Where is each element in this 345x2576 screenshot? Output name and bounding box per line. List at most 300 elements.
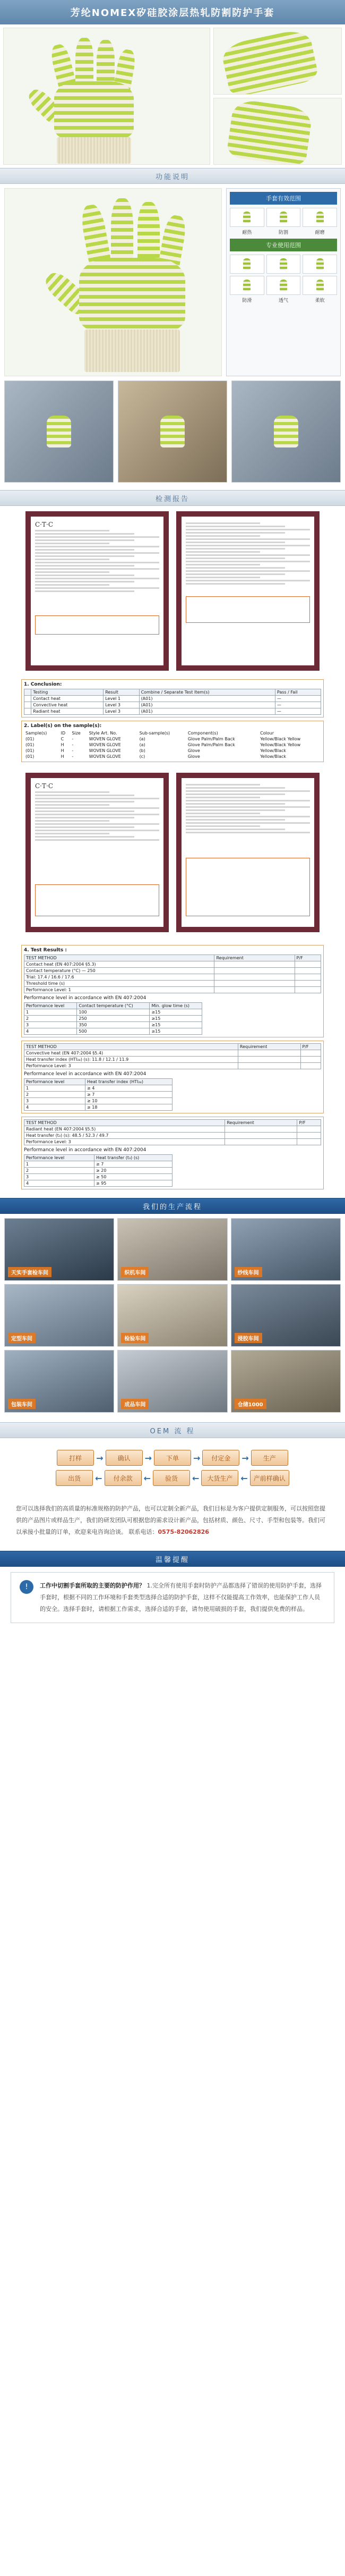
function-cell [303, 255, 337, 274]
production-photo [117, 1350, 227, 1413]
oem-step: 打样 [57, 1450, 94, 1466]
table-cell: (a) [139, 742, 145, 747]
hero-gallery [0, 24, 345, 168]
table-cell: (01) [25, 748, 34, 753]
table-header [24, 689, 31, 696]
production-photo [117, 1284, 227, 1347]
table-header: Performance level [24, 1079, 85, 1085]
table-header: Heat transfer (t₃) (s) [94, 1155, 172, 1161]
table-cell [297, 1126, 321, 1133]
production-photo [4, 1284, 114, 1347]
function-label: 防割 [278, 230, 288, 235]
table-row [24, 696, 321, 702]
table-cell: Threshold time (s) [24, 981, 214, 987]
table-header: Colour [260, 731, 274, 736]
function-cells [230, 208, 337, 227]
oem-step: 生产 [251, 1450, 288, 1466]
function-panel [226, 188, 341, 376]
glove-icon [243, 280, 251, 291]
table-header: Result [104, 689, 139, 696]
labels-caption: 2. Label(s) on the sample(s): [24, 723, 102, 729]
production-photo [117, 1218, 227, 1281]
report-docs-1 [0, 506, 345, 676]
table-cell: Performance Level: 3 [24, 1139, 225, 1145]
table-cell: Level 1 [104, 696, 139, 702]
trial-value: 52.3 [85, 1133, 95, 1138]
table-cell: Heat transfer (t₃) (s): 48.5 / 52.3 / 49.7 [24, 1133, 225, 1139]
table-header: TEST METHOD [24, 1120, 225, 1126]
production-photo [231, 1284, 341, 1347]
page-title: 芳纶NOMEX矽硅胶涂层热轧防割防护手套 [70, 7, 275, 19]
table-cell [214, 987, 295, 993]
function-cell [230, 255, 264, 274]
table-row [24, 1174, 172, 1180]
perf-value: 3 [68, 1139, 71, 1144]
table-cell: 350 [77, 1022, 150, 1028]
glove-cuff [84, 330, 180, 372]
table-row [24, 1161, 172, 1168]
arrow-right-icon: → [193, 1452, 201, 1463]
table-cell: Contact heat (EN 407:2004 §5.3) [24, 961, 214, 968]
function-section [0, 184, 345, 381]
function-cell [230, 276, 264, 295]
table-header: Combine / Separate Test Item(s) [139, 689, 275, 696]
glove-icon [280, 258, 287, 270]
table-cell: H [61, 748, 64, 753]
radiant-results-table [24, 1119, 321, 1145]
table-row [24, 981, 321, 987]
table-cell: Contact heat [31, 696, 104, 702]
table-cell [214, 981, 295, 987]
glove-cuff [57, 137, 131, 164]
table-row [24, 754, 321, 759]
table-cell: Glove [187, 748, 200, 753]
function-cell [266, 255, 301, 274]
table-header: ID [61, 731, 66, 736]
custom-service-intro [0, 1498, 345, 1543]
function-cell [230, 208, 264, 227]
report-document [25, 511, 169, 671]
table-row [24, 1057, 321, 1063]
table-cell [295, 968, 321, 974]
table-header: Style Art. No. [89, 731, 117, 736]
trial-value: 17.4 [37, 975, 47, 979]
perf-label: Performance Level [26, 1139, 66, 1144]
function-panel-header-2: 专业使用范围 [230, 239, 337, 251]
perf-table-caption: Performance level in accordance with EN 407:2004 [24, 1147, 146, 1153]
section-oem-header [0, 1422, 345, 1438]
production-caption: 天实手套检车间 [8, 1267, 51, 1277]
function-label: 透气 [278, 298, 288, 303]
conclusion-table [24, 689, 321, 715]
tel-number: 0575-82062826 [158, 1528, 209, 1535]
hero-detail-images [213, 28, 342, 165]
table-cell: 2 [24, 1168, 94, 1174]
perf-label: Performance Level [26, 1063, 66, 1068]
table-cell: (01) [25, 737, 34, 741]
table-cell [295, 981, 321, 987]
table-cell: - [72, 742, 74, 747]
report-document [176, 511, 320, 671]
table-cell: - [72, 748, 74, 753]
table-row [24, 1028, 202, 1035]
table-cell [300, 1057, 321, 1063]
results-contact-box [21, 945, 324, 1037]
section-title: 我们的生产流程 [142, 1203, 202, 1211]
table-cell: Convective heat [31, 702, 104, 708]
glove-icon [280, 280, 287, 291]
table-cell: ≥15 [150, 1022, 202, 1028]
table-cell [225, 1133, 297, 1139]
table-row [24, 1133, 321, 1139]
table-row [24, 736, 321, 742]
function-glove-image [4, 188, 222, 376]
radiant-perf-table [24, 1154, 172, 1187]
table-cell: (A01) [139, 708, 275, 715]
glove-palm [54, 81, 134, 140]
table-row [24, 742, 321, 748]
table-cell: (A01) [139, 696, 275, 702]
table-header: Requirement [225, 1120, 297, 1126]
table-cell: ≥ 50 [94, 1174, 172, 1180]
table-cell: (01) [25, 754, 34, 759]
table-cell [24, 696, 31, 702]
labels-table [24, 730, 321, 759]
hero-glove-image [3, 28, 210, 165]
table-cell: Level 3 [104, 702, 139, 708]
oem-flow-row-2 [11, 1470, 334, 1486]
table-row [24, 974, 321, 981]
section-function-header [0, 168, 345, 184]
glove-in-use [160, 416, 185, 447]
contact-results-table [24, 955, 321, 993]
table-header: Performance level [24, 1155, 94, 1161]
production-caption: 包装车间 [8, 1399, 36, 1409]
table-row [24, 1063, 321, 1069]
table-row [24, 1168, 172, 1174]
table-row [24, 1098, 172, 1104]
table-cell: ≥15 [150, 1009, 202, 1016]
report-docs-2 [0, 767, 345, 938]
glove-icon [316, 280, 324, 291]
table-cell: Performance Level: 3 [24, 1063, 238, 1069]
table-cell: (A01) [139, 702, 275, 708]
perf-table-caption: Performance level in accordance with EN 407:2004 [24, 995, 146, 1001]
usage-photo [4, 381, 114, 483]
arrow-left-icon: ← [143, 1473, 151, 1483]
table-row [24, 702, 321, 708]
table-cell [295, 961, 321, 968]
oem-step: 下单 [154, 1450, 191, 1466]
glove-palm [79, 258, 185, 332]
section-report-header [0, 490, 345, 506]
production-caption: 检验车间 [121, 1333, 149, 1343]
trial-value: 11.9 [119, 1057, 129, 1062]
section-title: 检测报告 [155, 495, 189, 503]
table-cell [238, 1057, 300, 1063]
table-cell: 250 [77, 1016, 150, 1022]
production-photo [231, 1218, 341, 1281]
table-header: Size [72, 731, 81, 736]
production-photo [231, 1350, 341, 1413]
table-cell: — [275, 696, 321, 702]
table-header: Testing [31, 689, 104, 696]
tel-label: 联系电话： [128, 1528, 158, 1535]
table-cell: H [61, 754, 64, 759]
function-label: 耐磨 [315, 230, 325, 235]
table-cell: Convective heat (EN 407:2004 §5.4) [24, 1050, 238, 1057]
function-label: 防滑 [242, 298, 252, 303]
conclusion-table-box [21, 679, 324, 717]
table-row [24, 708, 321, 715]
arrow-left-icon: ← [95, 1473, 102, 1483]
section-production-header [0, 1198, 345, 1214]
table-header: TEST METHOD [24, 955, 214, 961]
table-cell: 4 [24, 1028, 77, 1035]
hti-label: Heat transfer index (HTI₂₄) (s) [26, 1057, 89, 1062]
contact-perf-table [24, 1002, 202, 1035]
trial-value: 17.6 [64, 975, 74, 979]
glove-detail [220, 28, 319, 95]
trial-value: 16.6 [51, 975, 61, 979]
table-cell: - [72, 737, 74, 741]
table-cell: 3 [24, 1022, 77, 1028]
table-cell: 2 [24, 1016, 77, 1022]
table-row [24, 968, 321, 974]
labels-table-box [21, 721, 324, 762]
function-labels [230, 229, 337, 235]
notes-text: 1.完全所有使用手套时防护产品都选择了错误的使用防护手套，选择手套时，根据不同的工作环境和手套类型选择合适的防护手套，这样不仅能提高工作效率，也能保护工作人员的安全。选择手套时，请根据工作需求，选择合适的手套，请勿使用破损的手套，我们提供免费的样品。 [40, 1582, 322, 1612]
results-radiant-box [21, 1117, 324, 1189]
arrow-left-icon: ← [240, 1473, 248, 1483]
table-cell: 1 [24, 1161, 94, 1168]
table-cell: ≥ 4 [85, 1085, 172, 1092]
section-title: 功能说明 [155, 173, 189, 181]
table-header: TEST METHOD [24, 1044, 238, 1050]
production-caption: 纱线车间 [235, 1267, 262, 1277]
table-cell [225, 1126, 297, 1133]
usage-photo [231, 381, 341, 483]
production-caption: 浸胶车间 [235, 1333, 262, 1343]
table-cell: Yellow/Black Yellow [260, 737, 301, 741]
table-cell: Trial: 17.4 / 16.6 / 17.6 [24, 974, 214, 981]
report-document [25, 773, 169, 932]
arrow-right-icon: → [96, 1452, 104, 1463]
table-row [24, 961, 321, 968]
table-cell [295, 987, 321, 993]
conclusion-caption: 1. Conclusion: [24, 682, 62, 687]
report-logo: C·T·C [35, 521, 53, 528]
function-panel-header: 手套有效范围 [230, 192, 337, 205]
table-cell [300, 1063, 321, 1069]
table-cell: 100 [77, 1009, 150, 1016]
glove-icon [316, 258, 324, 270]
table-cell: Yellow/Black [260, 754, 287, 759]
table-cell: (01) [25, 742, 34, 747]
table-cell: ≥15 [150, 1028, 202, 1035]
report-logo: C·T·C [35, 782, 53, 790]
oem-step: 付定金 [202, 1450, 239, 1466]
glove-in-use [274, 416, 298, 447]
info-icon: ! [20, 1580, 33, 1594]
table-header: Component(s) [187, 731, 218, 736]
table-cell: WOVEN GLOVE [89, 742, 121, 747]
function-labels-2 [230, 297, 337, 303]
table-cell: Performance Level: 1 [24, 987, 214, 993]
convective-perf-table [24, 1078, 172, 1111]
perf-label: Performance Level [26, 987, 66, 992]
table-cell: — [275, 708, 321, 715]
table-header: Sample(s) [25, 731, 47, 736]
table-cell: Glove [187, 754, 200, 759]
table-header: P/F [295, 955, 321, 961]
oem-step: 产前样确认 [250, 1470, 289, 1486]
detail-image-1 [213, 28, 342, 95]
function-cells-2 [230, 255, 337, 295]
table-cell: Yellow/Black [260, 748, 287, 753]
temp-value: 250 [87, 968, 96, 973]
table-header: P/F [300, 1044, 321, 1050]
table-cell: Glove Palm/Palm Back [187, 737, 235, 741]
trial-value: 11.8 [92, 1057, 102, 1062]
table-cell: WOVEN GLOVE [89, 748, 121, 753]
table-cell: 3 [24, 1098, 85, 1104]
table-row [24, 1050, 321, 1057]
production-caption: 成品车间 [121, 1399, 149, 1409]
notes-box [11, 1572, 334, 1623]
table-cell: ≥ 20 [94, 1168, 172, 1174]
table-row [24, 1104, 172, 1111]
glove-icon [280, 212, 287, 223]
section-title: 温馨提醒 [155, 1556, 189, 1564]
table-cell [295, 974, 321, 981]
trial-value: 49.7 [99, 1133, 109, 1138]
table-cell: — [275, 702, 321, 708]
table-cell: C [61, 737, 64, 741]
table-cell: 2 [24, 1092, 85, 1098]
table-header: Requirement [214, 955, 295, 961]
intro-text: 您可以选择我们的高质量的标准规格的防护产品，也可以定制全新产品，我们目标是为客户提供定制服务，可以按照您提供的产品图片或样品生产，我们的研发团队可根据您的需求设计新产品，包括材质、颜色、尺寸、手型和包装等。我们可以承接小批量的订单，欢迎来电咨询洽谈。 [16, 1505, 325, 1535]
table-cell [214, 974, 295, 981]
production-caption: 仓储1000 [235, 1399, 266, 1409]
table-cell: ≥15 [150, 1016, 202, 1022]
table-row [24, 1126, 321, 1133]
table-cell: 4 [24, 1104, 85, 1111]
glove-in-use [47, 416, 71, 447]
table-cell [238, 1050, 300, 1057]
production-photo [4, 1218, 114, 1281]
table-cell [297, 1139, 321, 1145]
table-header: Sub-sample(s) [139, 731, 170, 736]
production-grid [0, 1214, 345, 1417]
production-caption: 定型车间 [8, 1333, 36, 1343]
table-row [24, 1139, 321, 1145]
table-cell [24, 708, 31, 715]
glove-detail [226, 98, 313, 165]
table-cell [214, 968, 295, 974]
table-header: Pass / Fail [275, 689, 321, 696]
table-cell: Heat transfer index (HTI₂₄) (s): 11.8 / 12.1 / 11.9 [24, 1057, 238, 1063]
detail-image-2 [213, 98, 342, 165]
table-row [24, 1092, 172, 1098]
oem-step: 验货 [153, 1470, 190, 1486]
table-cell [238, 1063, 300, 1069]
table-cell: ≥ 95 [94, 1180, 172, 1187]
table-cell: Contact temperature (°C) — 250 [24, 968, 214, 974]
table-cell: Yellow/Black Yellow [260, 742, 301, 747]
section-title: OEM 流 程 [150, 1427, 195, 1435]
function-cell [266, 276, 301, 295]
oem-step: 确认 [106, 1450, 143, 1466]
table-cell: WOVEN GLOVE [89, 754, 121, 759]
section-notes-header [0, 1551, 345, 1567]
table-cell: H [61, 742, 64, 747]
table-cell [214, 961, 295, 968]
trial-value: 48.5 [72, 1133, 82, 1138]
table-cell: Radiant heat (EN 407:2004 §5.5) [24, 1126, 225, 1133]
table-row [24, 1016, 202, 1022]
convective-results-table [24, 1043, 321, 1069]
glove-icon [243, 258, 251, 270]
table-cell: ≥ 18 [85, 1104, 172, 1111]
report-document [176, 773, 320, 932]
table-cell: (c) [139, 754, 145, 759]
oem-flow-row-1 [11, 1450, 334, 1466]
arrow-right-icon: → [242, 1452, 249, 1463]
oem-step: 出货 [56, 1470, 93, 1486]
table-cell: Glove Palm/Palm Back [187, 742, 235, 747]
table-header: Requirement [238, 1044, 300, 1050]
oem-step: 付余款 [105, 1470, 142, 1486]
table-header: Min. glow time (s) [150, 1003, 202, 1009]
arrow-right-icon: → [144, 1452, 152, 1463]
table-cell: ≥ 7 [85, 1092, 172, 1098]
t-label: Heat transfer (t₃) (s) [26, 1133, 70, 1138]
table-cell: - [72, 754, 74, 759]
table-row [24, 748, 321, 754]
highlight-box [35, 884, 159, 916]
table-row [24, 1009, 202, 1016]
highlight-box [186, 596, 310, 623]
table-row [24, 1085, 172, 1092]
perf-table-caption: Performance level in accordance with EN 407:2004 [24, 1071, 146, 1077]
perf-value: 3 [68, 1063, 71, 1068]
table-cell [300, 1050, 321, 1057]
table-cell: (a) [139, 737, 145, 741]
glove-icon [316, 212, 324, 223]
results-caption: 4. Test Results : [24, 948, 67, 953]
table-row [24, 1022, 202, 1028]
table-cell: (b) [139, 748, 145, 753]
table-cell: Level 3 [104, 708, 139, 715]
table-cell: 500 [77, 1028, 150, 1035]
results-convective-box [21, 1041, 324, 1113]
perf-value: 1 [68, 987, 71, 992]
function-cell [303, 208, 337, 227]
glove-finger [111, 198, 133, 267]
table-cell: 1 [24, 1009, 77, 1016]
table-cell: Radiant heat [31, 708, 104, 715]
function-label: 耐热 [242, 230, 252, 235]
table-cell: 4 [24, 1180, 94, 1187]
table-row [24, 1180, 172, 1187]
table-cell: ≥ 10 [85, 1098, 172, 1104]
table-cell [24, 702, 31, 708]
title-banner [0, 0, 345, 24]
highlight-box [186, 858, 310, 916]
table-cell: 3 [24, 1174, 94, 1180]
table-header: P/F [297, 1120, 321, 1126]
